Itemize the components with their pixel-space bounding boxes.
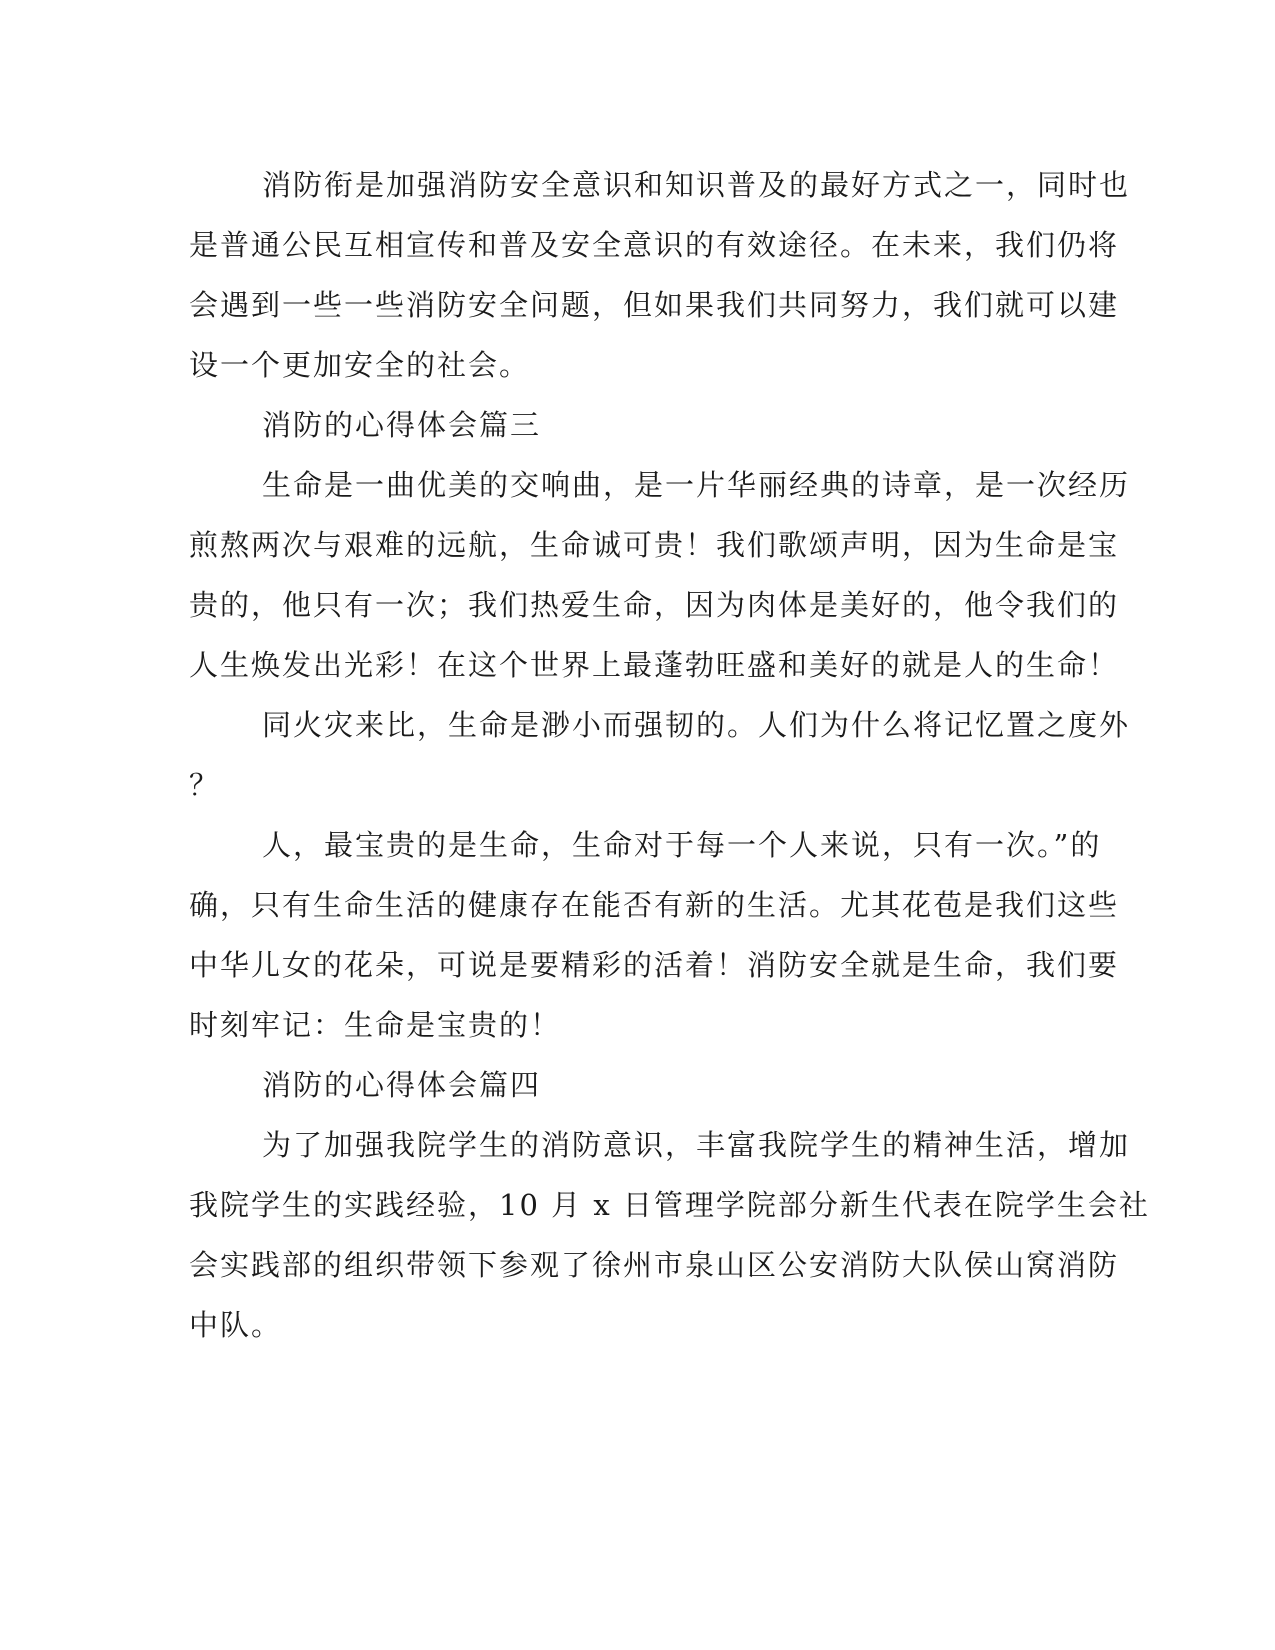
text-line: 中华儿女的花朵，可说是要精彩的活着！消防安全就是生命，我们要 bbox=[189, 948, 1120, 982]
text-line: 同火灾来比，生命是渺小而强韧的。人们为什么将记忆置之度外 bbox=[262, 708, 1131, 742]
text-line: 会实践部的组织带领下参观了徐州市泉山区公安消防大队侯山窝消防 bbox=[189, 1248, 1120, 1282]
section-heading: 消防的心得体会篇三 bbox=[262, 408, 542, 442]
text-line: 人生焕发出光彩！在这个世界上最蓬勃旺盛和美好的就是人的生命！ bbox=[189, 648, 1120, 682]
text-line: 煎熬两次与艰难的远航，生命诚可贵！我们歌颂声明，因为生命是宝 bbox=[189, 528, 1120, 562]
text-line: ？ bbox=[189, 768, 221, 802]
text-line: 确，只有生命生活的健康存在能否有新的生活。尤其花苞是我们这些 bbox=[189, 888, 1120, 922]
text-line: 消防衔是加强消防安全意识和知识普及的最好方式之一，同时也 bbox=[262, 168, 1131, 202]
section-heading: 消防的心得体会篇四 bbox=[262, 1068, 542, 1102]
text-line: 生命是一曲优美的交响曲，是一片华丽经典的诗章，是一次经历 bbox=[262, 468, 1131, 502]
text-line: 我院学生的实践经验，10 月 x 日管理学院部分新生代表在院学生会社 bbox=[189, 1188, 1150, 1222]
document-body bbox=[189, 155, 1150, 1355]
text-line: 人，最宝贵的是生命，生命对于每一个人来说，只有一次。”的 bbox=[262, 828, 1102, 862]
text-line: 中队。 bbox=[189, 1308, 283, 1342]
text-line: 时刻牢记：生命是宝贵的！ bbox=[189, 1008, 562, 1042]
text-line: 是普通公民互相宣传和普及安全意识的有效途径。在未来，我们仍将 bbox=[189, 228, 1120, 262]
text-line: 贵的，他只有一次；我们热爱生命，因为肉体是美好的，他令我们的 bbox=[189, 588, 1120, 622]
text-line: 会遇到一些一些消防安全问题，但如果我们共同努力，我们就可以建 bbox=[189, 288, 1120, 322]
text-line: 设一个更加安全的社会。 bbox=[189, 348, 531, 382]
text-line: 为了加强我院学生的消防意识，丰富我院学生的精神生活，增加 bbox=[262, 1128, 1131, 1162]
